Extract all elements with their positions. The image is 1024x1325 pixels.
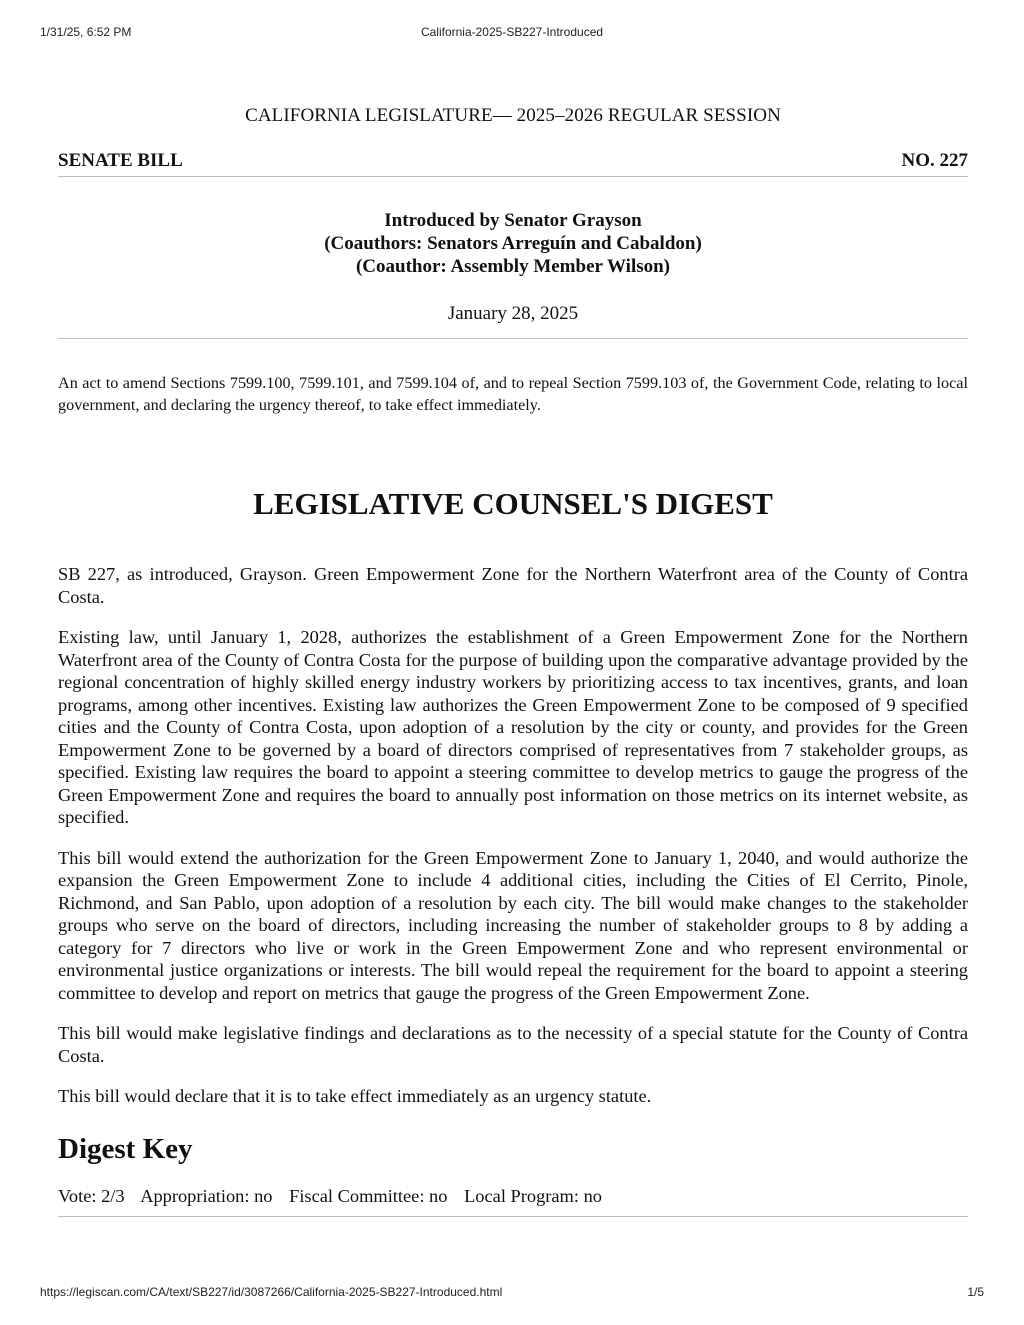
digest-paragraph: This bill would declare that it is to take effect immediately as an urgency statute. xyxy=(58,1086,652,1106)
digest-key-heading: Digest Key xyxy=(58,1132,193,1165)
coauthors-senate: (Coauthors: Senators Arreguín and Cabaldon) xyxy=(324,233,702,254)
digest-key-values xyxy=(58,1184,968,1217)
local-program-value: Local Program: no xyxy=(464,1185,602,1206)
appropriation-value: Appropriation: no xyxy=(140,1185,273,1206)
page-number: 1/5 xyxy=(967,1285,984,1299)
session-heading: CALIFORNIA LEGISLATURE— 2025–2026 REGULAR SESSION xyxy=(245,105,781,126)
bill-title: An act to amend Sections 7599.100, 7599.101, and 7599.104 of, and to repeal Section 7599.103 of, the Government Code, relating to local government, and declaring the urgency thereof, to take effect immediately. xyxy=(58,374,968,414)
digest-heading: LEGISLATIVE COUNSEL'S DIGEST xyxy=(253,486,773,521)
bill-type: SENATE BILL xyxy=(58,150,183,171)
print-header xyxy=(40,25,984,43)
vote-value: Vote: 2/3 xyxy=(58,1185,125,1206)
introduced-by: Introduced by Senator Grayson xyxy=(384,210,642,231)
print-datetime: 1/31/25, 6:52 PM xyxy=(40,25,132,39)
digest-paragraph: Existing law, until January 1, 2028, authorizes the establishment of a Green Empowerment Zone for the Northern Waterfront area of the County of Contra Costa for the purpose of building upon the comparative advantage provided by the regional concentration of highly skilled energy industry workers by prioritizing access to tax incentives, grants, and loan programs, among other incentives. Existing law authorizes the Green Empowerment Zone to be composed of 9 specified cities and the County of Contra Costa, upon adoption of a resolution by the city or county, and provides for the Green Empowerment Zone to be governed by a board of directors comprised of representatives from 7 stakeholder groups, as specified. Existing law requires the board to appoint a steering committee to develop metrics to gauge the progress of the Green Empowerment Zone and requires the board to annually post information on those metrics on its internet website, as specified. xyxy=(58,627,968,827)
bill-document xyxy=(58,104,968,1217)
source-url: https://legiscan.com/CA/text/SB227/id/3087266/California-2025-SB227-Introduced.html xyxy=(40,1285,503,1299)
print-document-title: California-2025-SB227-Introduced xyxy=(420,25,604,39)
coauthor-assembly: (Coauthor: Assembly Member Wilson) xyxy=(355,256,671,277)
digest-body xyxy=(58,563,968,1108)
digest-paragraph: This bill would extend the authorization for the Green Empowerment Zone to January 1, 2040, and would authorize the expansion the Green Empowerment Zone to include 4 additional cities, including the Cities of El Cerrito, Pinole, Richmond, and San Pablo, upon adoption of a resolution by each city. The bill would make changes to the stakeholder groups who serve on the board of directors, including increasing the number of stakeholder groups to 8 by adding a category for 7 directors who live or work in the Green Empowerment Zone and who represent environmental or environmental justice organizations or interests. The bill would repeal the requirement for the board to appoint a steering committee to develop and report on metrics that gauge the progress of the Green Empowerment Zone. xyxy=(58,847,968,1003)
introduction-date: January 28, 2025 xyxy=(58,302,968,339)
print-footer xyxy=(40,1285,984,1303)
digest-paragraph: This bill would make legislative findings and declarations as to the necessity of a special statute for the County of Contra Costa. xyxy=(58,1023,968,1066)
bill-identifier-line xyxy=(58,150,968,177)
bill-number: NO. 227 xyxy=(901,150,968,171)
authors-block xyxy=(58,209,968,278)
digest-paragraph: SB 227, as introduced, Grayson. Green Empowerment Zone for the Northern Waterfront area of the County of Contra Costa. xyxy=(58,564,968,607)
fiscal-committee-value: Fiscal Committee: no xyxy=(289,1185,448,1206)
